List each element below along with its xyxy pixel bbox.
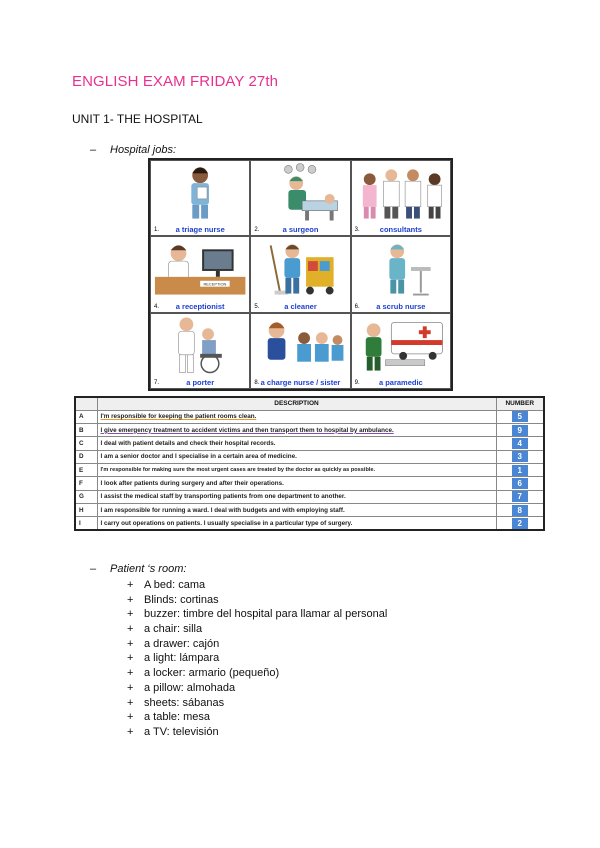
row-letter: H (75, 503, 97, 516)
job-number: 1. (154, 227, 160, 234)
table-header-row (75, 397, 544, 410)
row-description: I deal with patient details and check their hospital records. (97, 437, 496, 450)
job-number: 2. (254, 227, 260, 234)
table-row (75, 424, 544, 437)
list-item (127, 710, 387, 725)
job-number: 6. (354, 303, 360, 310)
vocab-entry: a pillow: almohada (144, 681, 236, 694)
patients-room-heading (90, 563, 186, 575)
row-letter: E (75, 463, 97, 476)
job-caption: a paramedic (378, 378, 423, 387)
row-number-cell (496, 424, 544, 437)
table-row (75, 410, 544, 423)
table-row (75, 437, 544, 450)
triage-nurse-illustration (151, 161, 249, 223)
answer-number: 7 (512, 491, 528, 502)
answer-number: 4 (512, 438, 528, 449)
row-letter: C (75, 437, 97, 450)
vocab-entry: a TV: televisión (144, 725, 219, 738)
plus-bullet: + (127, 711, 134, 724)
table-row (75, 463, 544, 476)
vocab-entry: a locker: armario (pequeño) (144, 667, 280, 680)
vocab-entry: Blinds: cortinas (144, 593, 219, 606)
answer-number: 3 (512, 451, 528, 462)
job-number: 5. (254, 303, 260, 310)
table-row (75, 450, 544, 463)
answer-number: 8 (512, 505, 528, 516)
header-letter (75, 397, 97, 410)
row-description: I give emergency treatment to accident victims and then transport them to hospital by ambulance. (97, 424, 496, 437)
job-number: 8. (254, 380, 260, 386)
table-row (75, 503, 544, 516)
hospital-jobs-grid (148, 158, 453, 391)
list-item (127, 696, 387, 711)
vocab-entry: a drawer: cajón (144, 637, 220, 650)
row-letter: I (75, 517, 97, 530)
exam-title: ENGLISH EXAM FRIDAY 27th (72, 73, 279, 90)
row-description: I assist the medical staff by transporting patients from one department to another. (97, 490, 496, 503)
job-cell (351, 160, 451, 236)
vocab-entry: buzzer: timbre del hospital para llamar al personal (144, 608, 388, 621)
bullet-dash: – (90, 144, 97, 156)
vocab-entry: A bed: cama (144, 579, 206, 591)
job-cell (150, 236, 250, 312)
vocabulary-list (127, 578, 387, 740)
patients-room-label: Patient ‘s room: (110, 563, 187, 575)
job-cell (150, 313, 250, 389)
job-cell (351, 236, 451, 312)
list-item (127, 622, 387, 637)
surgeon-illustration (251, 161, 349, 223)
row-number-cell (496, 450, 544, 463)
hospital-jobs-label: Hospital jobs: (110, 144, 177, 156)
job-cell (351, 313, 451, 389)
row-letter: A (75, 410, 97, 423)
job-caption: a cleaner (284, 301, 317, 311)
plus-bullet: + (127, 725, 134, 738)
job-cell (250, 236, 350, 312)
description-table (74, 396, 545, 531)
plus-bullet: + (127, 608, 134, 621)
plus-bullet: + (127, 623, 134, 636)
vocab-entry: a light: lámpara (144, 652, 220, 665)
list-item (127, 651, 387, 666)
job-caption: a receptionist (175, 301, 225, 311)
row-number-cell (496, 517, 544, 530)
job-caption: a surgeon (282, 225, 319, 235)
job-caption: consultants (379, 225, 422, 235)
scrub-nurse-illustration (352, 237, 450, 299)
job-number: 4. (154, 303, 160, 310)
table-row (75, 477, 544, 490)
row-number-cell (496, 437, 544, 450)
receptionist-illustration (151, 237, 249, 299)
plus-bullet: + (127, 667, 134, 680)
table-row (75, 490, 544, 503)
row-description: I'm responsible for making sure the most urgent cases are treated by the doctor as quickly as possible. (97, 463, 496, 476)
plus-bullet: + (127, 681, 134, 694)
job-cell (250, 160, 350, 236)
job-number: 7. (154, 380, 160, 386)
row-letter: B (75, 424, 97, 437)
row-letter: G (75, 490, 97, 503)
list-item (127, 681, 387, 696)
job-cell (150, 160, 250, 236)
answer-number: 2 (512, 518, 528, 529)
list-item (127, 593, 387, 608)
answer-number: 9 (512, 425, 528, 436)
charge-nurse-illustration (251, 314, 349, 376)
list-item (127, 607, 387, 622)
list-item (127, 725, 387, 740)
plus-bullet: + (127, 652, 134, 665)
row-description: I look after patients during surgery and after their operations. (97, 477, 496, 490)
job-caption: a scrub nurse (376, 301, 426, 311)
vocab-entry: a chair: silla (144, 623, 203, 636)
list-item (127, 578, 387, 593)
reception-sign: RECEPTION (203, 282, 227, 288)
row-number-cell (496, 477, 544, 490)
unit-heading: UNIT 1- THE HOSPITAL (72, 112, 203, 126)
row-description: I am responsible for running a ward. I deal with budgets and with employing staff. (97, 503, 496, 516)
header-number: NUMBER (496, 397, 544, 410)
row-number-cell (496, 410, 544, 423)
vocab-entry: a table: mesa (144, 711, 211, 724)
row-letter: D (75, 450, 97, 463)
plus-bullet: + (127, 637, 134, 650)
plus-bullet: + (127, 579, 134, 591)
table-row (75, 517, 544, 530)
row-letter: F (75, 477, 97, 490)
paramedic-illustration (352, 314, 450, 376)
job-caption: a charge nurse / sister (260, 378, 341, 387)
job-number: 9. (354, 380, 360, 386)
consultants-illustration (352, 161, 450, 223)
porter-illustration (151, 314, 249, 376)
hospital-jobs-heading (90, 144, 176, 156)
job-caption: a porter (186, 378, 215, 387)
row-number-cell (496, 503, 544, 516)
list-item (127, 666, 387, 681)
plus-bullet: + (127, 593, 134, 606)
vocab-entry: sheets: sábanas (144, 696, 225, 709)
answer-number: 6 (512, 478, 528, 489)
row-description: I'm responsible for keeping the patient rooms clean. (97, 410, 496, 423)
answer-number: 1 (512, 465, 528, 476)
row-description: I carry out operations on patients. I usually specialise in a particular type of surgery. (97, 517, 496, 530)
row-number-cell (496, 490, 544, 503)
job-number: 3. (354, 227, 360, 234)
job-cell (250, 313, 350, 389)
answer-number: 5 (512, 411, 528, 422)
bullet-dash: – (90, 563, 97, 575)
header-description: DESCRIPTION (97, 397, 496, 410)
plus-bullet: + (127, 696, 134, 709)
list-item (127, 637, 387, 652)
cleaner-illustration (251, 237, 349, 299)
job-caption: a triage nurse (175, 225, 225, 235)
row-description: I am a senior doctor and I specialise in a certain area of medicine. (97, 450, 496, 463)
row-number-cell (496, 463, 544, 476)
